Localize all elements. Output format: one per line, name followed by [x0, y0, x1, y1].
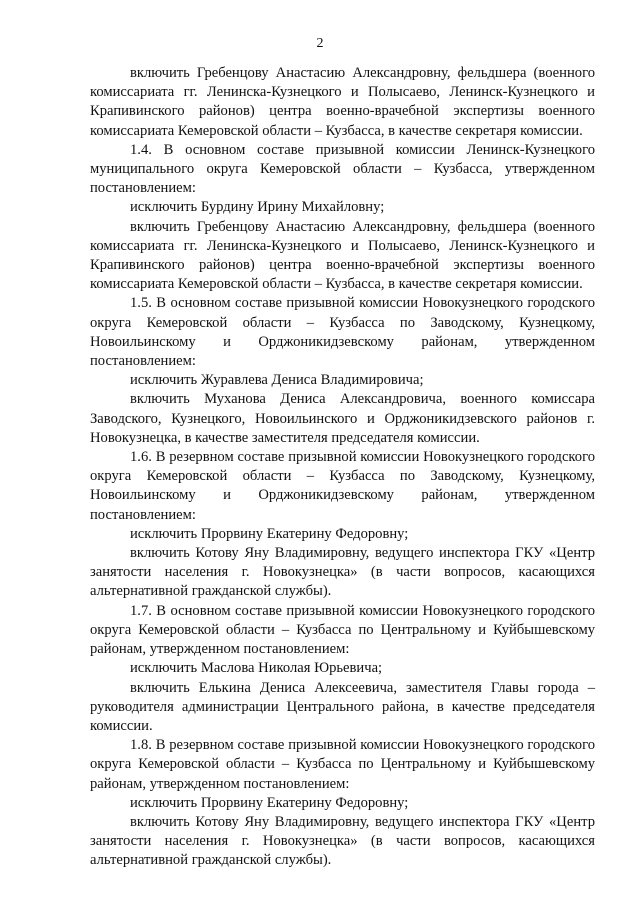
paragraph: исключить Журавлева Дениса Владимировича; — [130, 372, 424, 389]
document-body — [90, 64, 595, 871]
paragraph: исключить Маслова Николая Юрьевича; — [130, 660, 383, 677]
paragraph: 1.6. В резервном составе призывной комиссии Новокузнецкого городского округа Кемеровской области – Кузбасса по Заводскому, Кузнецкому, Новоильинскому и Орджоникидзевскому районам, утвержденном постановлением: — [90, 449, 595, 523]
paragraph: исключить Прорвину Екатерину Федоровну; — [130, 525, 409, 542]
paragraph: 1.8. В резервном составе призывной комиссии Новокузнецкого городского округа Кемеровской области – Кузбасса по Центральному и Куйбышевскому районам, утвержденном постановлением: — [90, 737, 595, 792]
paragraph: 1.7. В основном составе призывной комиссии Новокузнецкого городского округа Кемеровской области – Кузбасса по Центральному и Куйбышевскому районам, утвержденном постановлением: — [90, 602, 595, 658]
paragraph: включить Муханова Дениса Александровича, военного комиссара Заводского, Кузнецкого, Новоильинского и Орджоникидзевского районов г. Новокузнецка, в качестве заместителя председателя комиссии. — [90, 391, 595, 446]
paragraph: включить Котову Яну Владимировну, ведущего инспектора ГКУ «Центр занятости населения г. Новокузнецка» (в части вопросов, касающихся альтернативной гражданской службы). — [90, 813, 595, 869]
paragraph: 1.4. В основном составе призывной комиссии Ленинск-Кузнецкого муниципального округа Кемеровской области – Кузбасса, утвержденном постановлением: — [90, 141, 595, 197]
page-number: 2 — [316, 36, 324, 51]
paragraph: исключить Прорвину Екатерину Федоровну; — [130, 794, 409, 811]
paragraph: включить Гребенцову Анастасию Александровну, фельдшера (военного комиссариата гг. Ленинска-Кузнецкого и Полысаево, Ленинск-Кузнецкого и Крапивинского районов) центра военно-врачебной экспертизы военного комиссариата Кемеровской области – Кузбасса, в качестве секретаря комиссии. — [90, 218, 595, 293]
paragraph: исключить Бурдину Ирину Михайловну; — [130, 199, 385, 216]
paragraph: включить Котову Яну Владимировну, ведущего инспектора ГКУ «Центр занятости населения г. Новокузнецка» (в части вопросов, касающихся альтернативной гражданской службы). — [90, 545, 595, 600]
paragraph: 1.5. В основном составе призывной комиссии Новокузнецкого городского округа Кемеровской области – Кузбасса по Заводскому, Кузнецкому, Новоильинскому и Орджоникидзевскому районам, утвержденном постановлением: — [90, 295, 595, 370]
paragraph: включить Елькина Дениса Алексеевича, заместителя Главы города – руководителя администрации Центрального района, в качестве председателя комиссии. — [90, 679, 595, 734]
paragraph: включить Гребенцову Анастасию Александровну, фельдшера (военного комиссариата гг. Ленинска-Кузнецкого и Полысаево, Ленинск-Кузнецкого и Крапивинского районов) центра военно-врачебной экспертизы военного комиссариата Кемеровской области – Кузбасса, в качестве секретаря комиссии. — [90, 65, 595, 139]
